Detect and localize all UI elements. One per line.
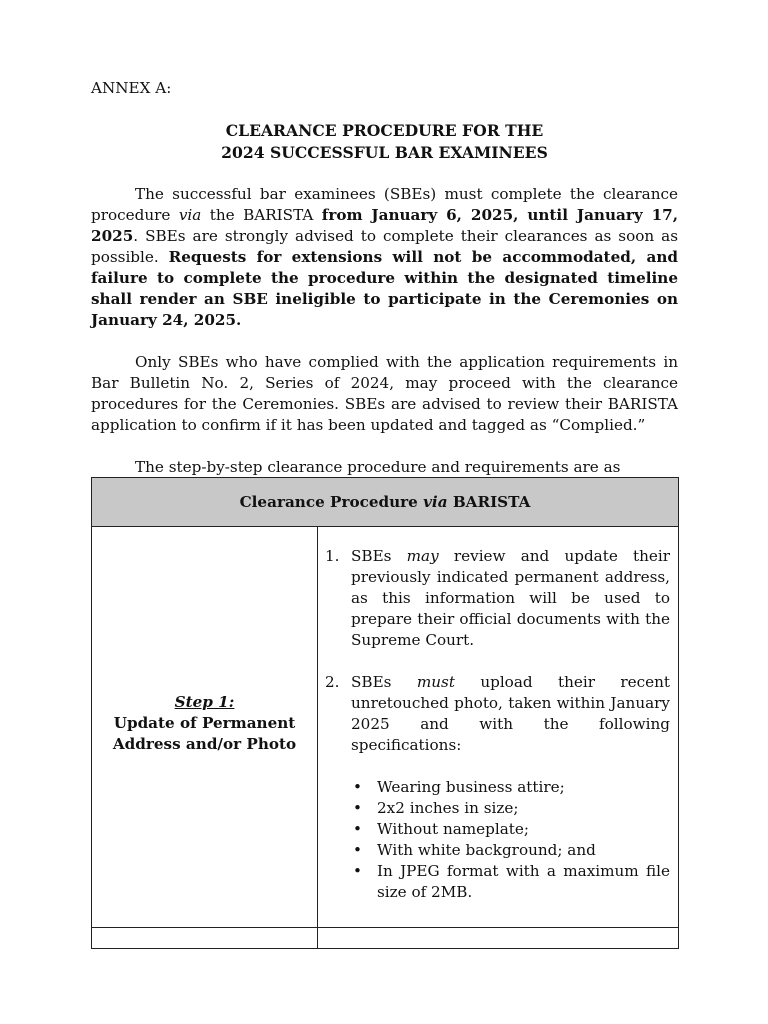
step-1-cell — [92, 527, 318, 928]
bullet-item — [351, 861, 670, 903]
table-header-text-1: Clearance Procedure — [239, 492, 424, 511]
bullet-icon: • — [353, 862, 362, 880]
bullet-item — [351, 840, 670, 861]
bullet-text: 2x2 inches in size; — [377, 799, 519, 817]
item-text-pre: SBEs — [351, 547, 407, 565]
intro-text-3: . SBEs are strongly advised to complete their clearances as soon as possible. — [91, 227, 678, 266]
empty-cell-right — [318, 928, 679, 949]
document-title — [91, 120, 678, 164]
clearance-procedure-table — [91, 477, 679, 949]
list-item-text — [351, 546, 670, 651]
bullet-text: In JPEG format with a maximum file size of 2MB. — [377, 862, 670, 901]
steps-intro-paragraph: The step-by-step clearance procedure and requirements are as — [135, 458, 621, 476]
list-item — [324, 672, 670, 756]
item-text-em: may — [406, 547, 439, 565]
empty-cell-left — [92, 928, 318, 949]
table-header-cell — [92, 478, 679, 527]
bullet-item — [351, 819, 670, 840]
title-line-1: CLEARANCE PROCEDURE FOR THE — [225, 121, 544, 140]
document-page — [91, 78, 678, 520]
table-header-text-2: BARISTA — [447, 492, 531, 511]
photo-specifications-list — [351, 777, 670, 903]
bullet-item — [351, 777, 670, 798]
intro-text-1: The successful bar examinees (SBEs) must complete the clearance procedure — [91, 185, 678, 224]
table-header-via: via — [423, 492, 448, 511]
item-text-post: review and update their previously indicated permanent address, as this information will be used to prepare their official documents with the Supreme Court. — [351, 547, 671, 649]
bullet-icon: • — [353, 841, 362, 859]
intro-paragraph — [91, 184, 678, 331]
bullet-list-wrapper — [324, 777, 670, 903]
step-1-title: Update of Permanent Address and/or Photo — [112, 713, 297, 753]
table-row — [92, 527, 679, 928]
table-header-row — [92, 478, 679, 527]
item-text-pre: SBEs — [351, 673, 417, 691]
intro-via: via — [178, 206, 202, 224]
bullet-text: With white background; and — [377, 841, 596, 859]
table-row-empty — [92, 928, 679, 949]
bullet-text: Without nameplate; — [377, 820, 530, 838]
intro-date-range: from January 6, 2025, until January 17, 2025 — [91, 206, 678, 245]
bullet-indent — [324, 777, 351, 903]
list-item-number: 1. — [325, 547, 340, 565]
intro-warning: Requests for extensions will not be accommodated, and failure to complete the procedure within the designated timeline shall render an SBE ineligible to participate in the Ceremonies on January 24, 2025. — [91, 248, 678, 329]
spacer — [324, 651, 670, 672]
bullet-icon: • — [353, 778, 362, 796]
list-item — [324, 546, 670, 651]
bullet-icon: • — [353, 799, 362, 817]
list-item-text — [351, 672, 670, 756]
step-1-label: Step 1: — [174, 692, 235, 711]
annex-label: ANNEX A: — [91, 79, 172, 97]
list-item-number: 2. — [325, 673, 340, 691]
item-text-em: must — [416, 673, 455, 691]
bullet-icon: • — [353, 820, 362, 838]
step-1-description-cell — [318, 527, 679, 928]
title-line-2: 2024 SUCCESSFUL BAR EXAMINEES — [221, 143, 548, 162]
bullet-item — [351, 798, 670, 819]
bullet-text: Wearing business attire; — [377, 778, 565, 796]
intro-text-2: the BARISTA — [201, 206, 322, 224]
eligibility-paragraph: Only SBEs who have complied with the application requirements in Bar Bulletin No. 2, Series of 2024, may proceed with the clearance procedures for the Ceremonies. SBEs are advised to review their BARISTA application to confirm if it has been updated and tagged as “Complied.” — [91, 353, 678, 434]
item-text-post: upload their recent unretouched photo, taken within January 2025 and with the following specifications: — [351, 673, 670, 754]
spacer — [324, 756, 670, 777]
